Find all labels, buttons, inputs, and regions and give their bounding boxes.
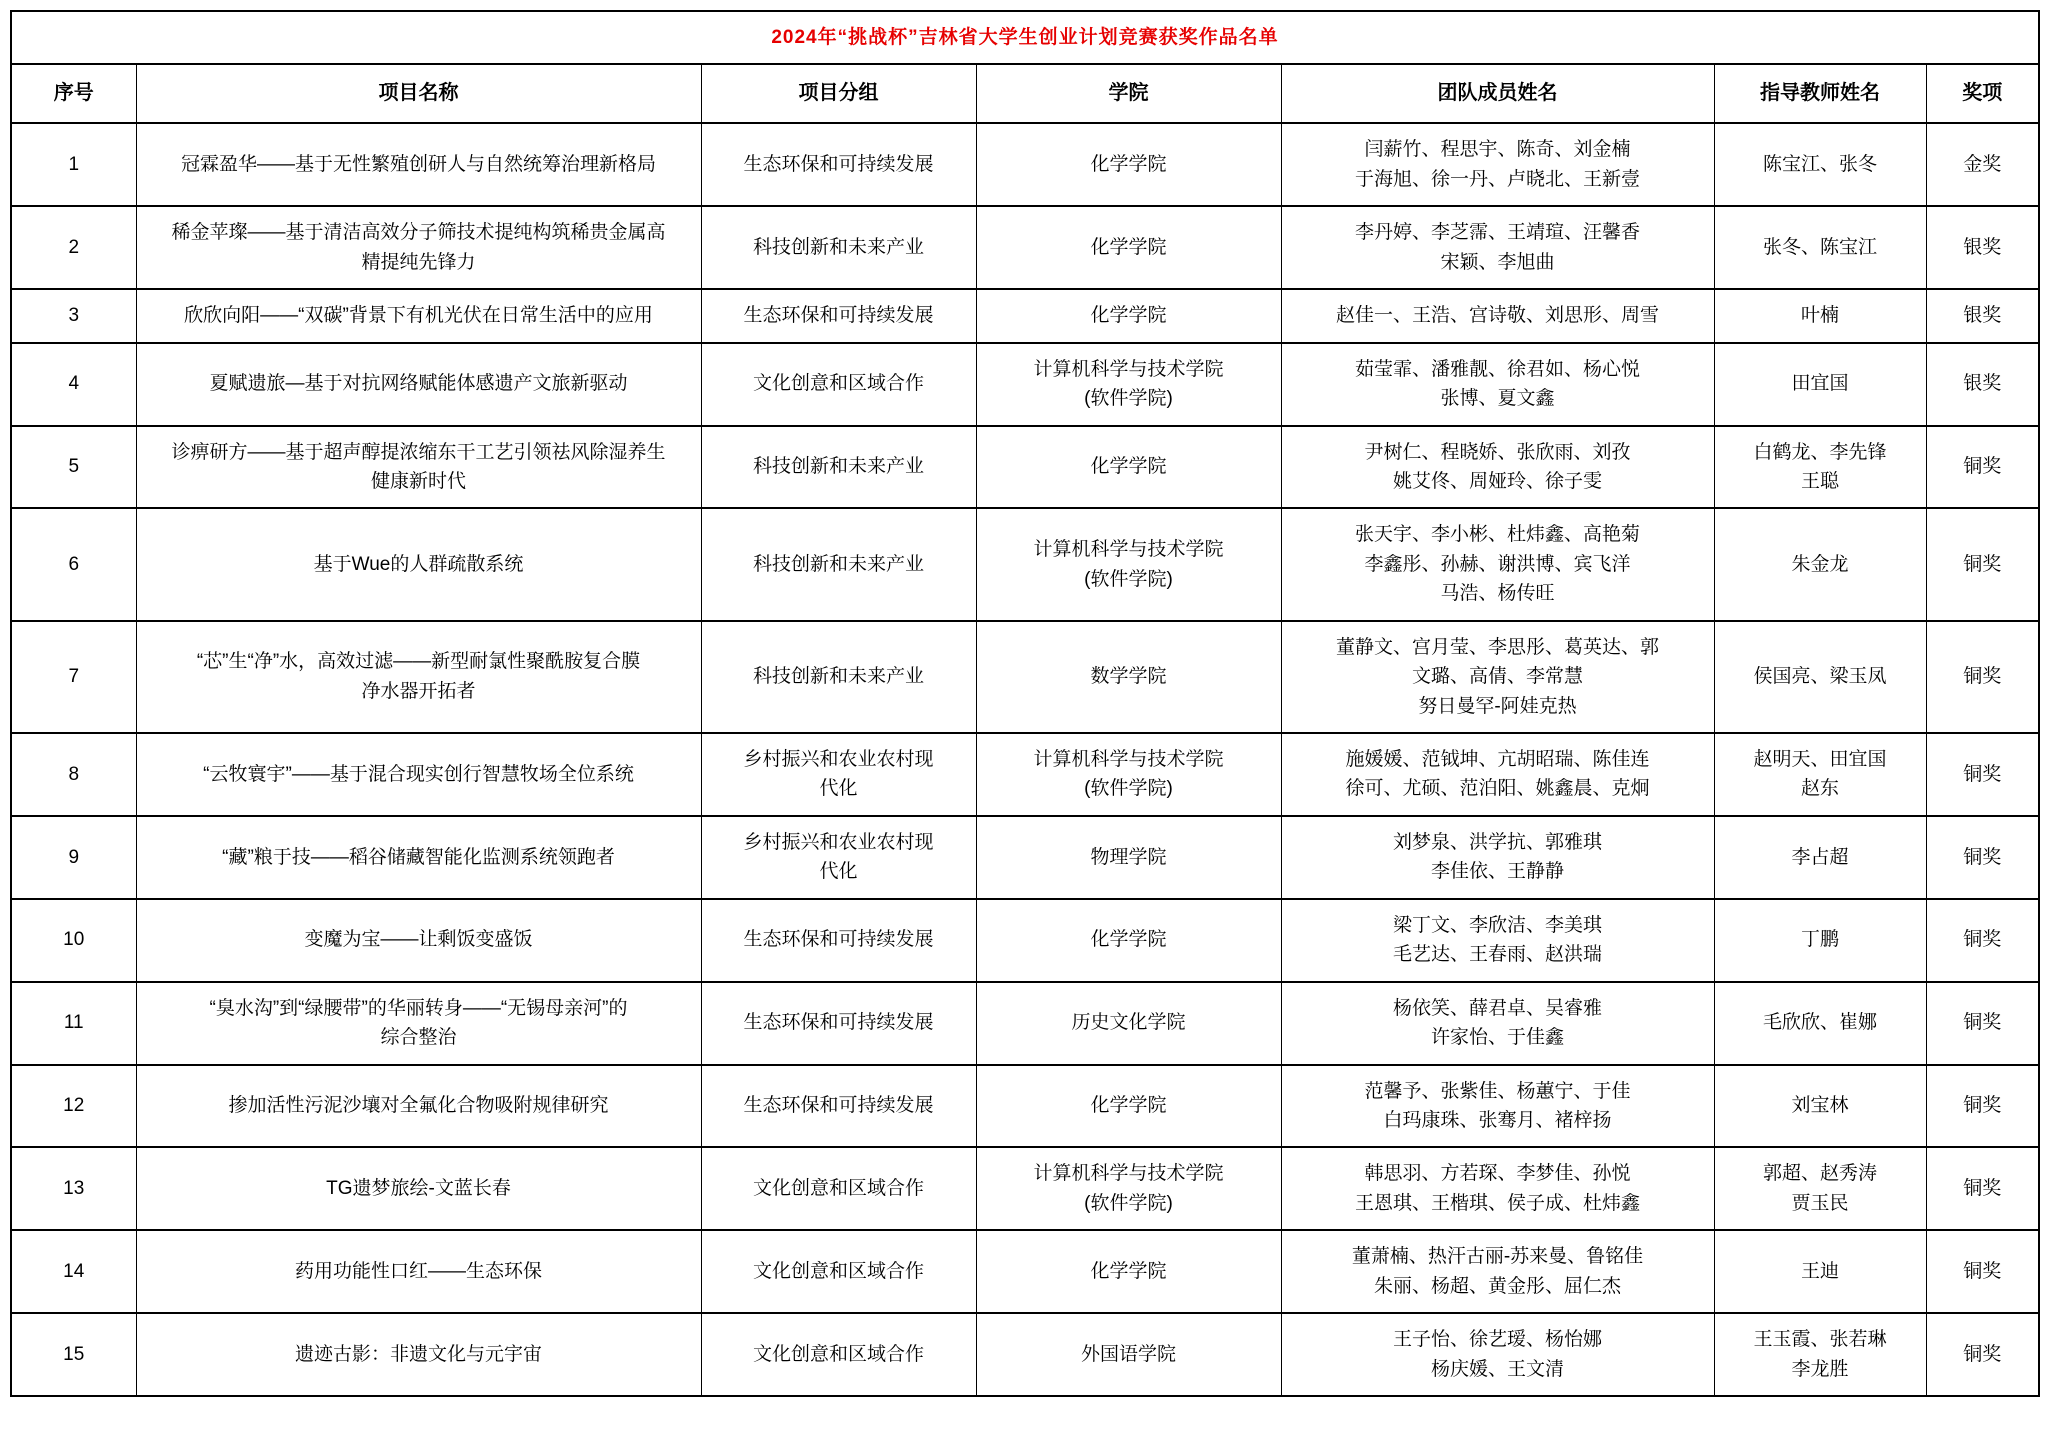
project-name-cell: 稀金苹璨——基于清洁高效分子筛技术提纯构筑稀贵金属高 精提纯先锋力 bbox=[136, 206, 701, 289]
row-number-cell: 13 bbox=[11, 1147, 136, 1230]
row-number-cell: 7 bbox=[11, 621, 136, 733]
advisors-cell: 朱金龙 bbox=[1714, 508, 1926, 620]
college-cell: 计算机科学与技术学院 (软件学院) bbox=[976, 1147, 1281, 1230]
award-cell: 铜奖 bbox=[1926, 816, 2039, 899]
project-group-cell: 生态环保和可持续发展 bbox=[701, 123, 976, 206]
table-row bbox=[11, 899, 2039, 982]
table-row bbox=[11, 1230, 2039, 1313]
advisors-cell: 刘宝林 bbox=[1714, 1065, 1926, 1148]
college-cell: 化学学院 bbox=[976, 123, 1281, 206]
award-table bbox=[10, 10, 2040, 1397]
project-group-cell: 生态环保和可持续发展 bbox=[701, 1065, 976, 1148]
advisors-cell: 王玉霞、张若琳 李龙胜 bbox=[1714, 1313, 1926, 1396]
project-group-cell: 生态环保和可持续发展 bbox=[701, 982, 976, 1065]
college-cell: 化学学院 bbox=[976, 289, 1281, 342]
advisors-cell: 郭超、赵秀涛 贾玉民 bbox=[1714, 1147, 1926, 1230]
project-group-cell: 科技创新和未来产业 bbox=[701, 426, 976, 509]
advisors-cell: 张冬、陈宝江 bbox=[1714, 206, 1926, 289]
team-members-cell: 范馨予、张紫佳、杨蕙宁、于佳 白玛康珠、张骞月、褚梓扬 bbox=[1281, 1065, 1714, 1148]
project-name-cell: “芯”生“净”水，高效过滤——新型耐氯性聚酰胺复合膜 净水器开拓者 bbox=[136, 621, 701, 733]
row-number-cell: 14 bbox=[11, 1230, 136, 1313]
table-row bbox=[11, 1147, 2039, 1230]
project-name-cell: 遗迹古影：非遗文化与元宇宙 bbox=[136, 1313, 701, 1396]
college-cell: 物理学院 bbox=[976, 816, 1281, 899]
advisors-cell: 毛欣欣、崔娜 bbox=[1714, 982, 1926, 1065]
award-cell: 铜奖 bbox=[1926, 899, 2039, 982]
advisors-cell: 丁鹏 bbox=[1714, 899, 1926, 982]
advisors-cell: 李占超 bbox=[1714, 816, 1926, 899]
project-group-cell: 文化创意和区域合作 bbox=[701, 343, 976, 426]
table-row bbox=[11, 816, 2039, 899]
header-project-name: 项目名称 bbox=[136, 64, 701, 123]
title-row bbox=[11, 11, 2039, 64]
award-cell: 铜奖 bbox=[1926, 1230, 2039, 1313]
table-row bbox=[11, 206, 2039, 289]
college-cell: 化学学院 bbox=[976, 1230, 1281, 1313]
college-cell: 化学学院 bbox=[976, 899, 1281, 982]
page-title: 2024年“挑战杯”吉林省大学生创业计划竞赛获奖作品名单 bbox=[11, 11, 2039, 64]
team-members-cell: 赵佳一、王浩、宫诗敬、刘思形、周雪 bbox=[1281, 289, 1714, 342]
award-cell: 金奖 bbox=[1926, 123, 2039, 206]
team-members-cell: 董静文、宫月莹、李思彤、葛英达、郭 文璐、高倩、李常慧 努日曼罕-阿娃克热 bbox=[1281, 621, 1714, 733]
project-name-cell: “云牧寰宇”——基于混合现实创行智慧牧场全位系统 bbox=[136, 733, 701, 816]
row-number-cell: 12 bbox=[11, 1065, 136, 1148]
award-cell: 银奖 bbox=[1926, 206, 2039, 289]
header-award: 奖项 bbox=[1926, 64, 2039, 123]
award-cell: 铜奖 bbox=[1926, 508, 2039, 620]
project-group-cell: 文化创意和区域合作 bbox=[701, 1313, 976, 1396]
table-row bbox=[11, 289, 2039, 342]
college-cell: 数学学院 bbox=[976, 621, 1281, 733]
project-name-cell: “藏”粮于技——稻谷储藏智能化监测系统领跑者 bbox=[136, 816, 701, 899]
advisors-cell: 田宜国 bbox=[1714, 343, 1926, 426]
row-number-cell: 6 bbox=[11, 508, 136, 620]
header-project-group: 项目分组 bbox=[701, 64, 976, 123]
award-cell: 铜奖 bbox=[1926, 621, 2039, 733]
award-cell: 铜奖 bbox=[1926, 1147, 2039, 1230]
table-row bbox=[11, 621, 2039, 733]
project-group-cell: 科技创新和未来产业 bbox=[701, 508, 976, 620]
team-members-cell: 张天宇、李小彬、杜炜鑫、高艳菊 李鑫彤、孙赫、谢洪博、宾飞洋 马浩、杨传旺 bbox=[1281, 508, 1714, 620]
header-advisors: 指导教师姓名 bbox=[1714, 64, 1926, 123]
award-cell: 铜奖 bbox=[1926, 1065, 2039, 1148]
project-name-cell: 基于Wue的人群疏散系统 bbox=[136, 508, 701, 620]
college-cell: 计算机科学与技术学院 (软件学院) bbox=[976, 733, 1281, 816]
advisors-cell: 叶楠 bbox=[1714, 289, 1926, 342]
table-body bbox=[11, 11, 2039, 1396]
header-row bbox=[11, 64, 2039, 123]
row-number-cell: 2 bbox=[11, 206, 136, 289]
project-name-cell: 诊痹研方——基于超声醇提浓缩东干工艺引领祛风除湿养生 健康新时代 bbox=[136, 426, 701, 509]
advisors-cell: 侯国亮、梁玉凤 bbox=[1714, 621, 1926, 733]
college-cell: 化学学院 bbox=[976, 426, 1281, 509]
college-cell: 历史文化学院 bbox=[976, 982, 1281, 1065]
college-cell: 化学学院 bbox=[976, 1065, 1281, 1148]
project-name-cell: 药用功能性口红——生态环保 bbox=[136, 1230, 701, 1313]
table-row bbox=[11, 426, 2039, 509]
team-members-cell: 梁丁文、李欣洁、李美琪 毛艺达、王春雨、赵洪瑞 bbox=[1281, 899, 1714, 982]
project-group-cell: 科技创新和未来产业 bbox=[701, 621, 976, 733]
college-cell: 计算机科学与技术学院 (软件学院) bbox=[976, 343, 1281, 426]
project-name-cell: “臭水沟”到“绿腰带”的华丽转身——“无锡母亲河”的 综合整治 bbox=[136, 982, 701, 1065]
project-group-cell: 生态环保和可持续发展 bbox=[701, 289, 976, 342]
project-group-cell: 科技创新和未来产业 bbox=[701, 206, 976, 289]
advisors-cell: 白鹤龙、李先锋 王聪 bbox=[1714, 426, 1926, 509]
team-members-cell: 王子怡、徐艺瑷、杨怡娜 杨庆媛、王文清 bbox=[1281, 1313, 1714, 1396]
team-members-cell: 杨依笑、薛君卓、吴睿雅 许家怡、于佳鑫 bbox=[1281, 982, 1714, 1065]
header-college: 学院 bbox=[976, 64, 1281, 123]
row-number-cell: 15 bbox=[11, 1313, 136, 1396]
team-members-cell: 茹莹霏、潘雅靓、徐君如、杨心悦 张博、夏文鑫 bbox=[1281, 343, 1714, 426]
row-number-cell: 8 bbox=[11, 733, 136, 816]
table-row bbox=[11, 343, 2039, 426]
award-cell: 银奖 bbox=[1926, 343, 2039, 426]
team-members-cell: 尹树仁、程晓娇、张欣雨、刘孜 姚艾佟、周娅玲、徐子雯 bbox=[1281, 426, 1714, 509]
header-team-members: 团队成员姓名 bbox=[1281, 64, 1714, 123]
team-members-cell: 施媛媛、范钺坤、亢胡昭瑞、陈佳连 徐可、尤硕、范泊阳、姚鑫晨、克炯 bbox=[1281, 733, 1714, 816]
project-group-cell: 文化创意和区域合作 bbox=[701, 1230, 976, 1313]
project-name-cell: 夏赋遗旅—基于对抗网络赋能体感遗产文旅新驱动 bbox=[136, 343, 701, 426]
project-group-cell: 乡村振兴和农业农村现 代化 bbox=[701, 816, 976, 899]
table-row bbox=[11, 982, 2039, 1065]
project-group-cell: 文化创意和区域合作 bbox=[701, 1147, 976, 1230]
award-cell: 铜奖 bbox=[1926, 982, 2039, 1065]
row-number-cell: 10 bbox=[11, 899, 136, 982]
project-group-cell: 生态环保和可持续发展 bbox=[701, 899, 976, 982]
team-members-cell: 闫薪竹、程思宇、陈奇、刘金楠 于海旭、徐一丹、卢晓北、王新壹 bbox=[1281, 123, 1714, 206]
advisors-cell: 王迪 bbox=[1714, 1230, 1926, 1313]
table-row bbox=[11, 123, 2039, 206]
row-number-cell: 1 bbox=[11, 123, 136, 206]
college-cell: 外国语学院 bbox=[976, 1313, 1281, 1396]
project-name-cell: 欣欣向阳——“双碳”背景下有机光伏在日常生活中的应用 bbox=[136, 289, 701, 342]
award-cell: 银奖 bbox=[1926, 289, 2039, 342]
table-row bbox=[11, 508, 2039, 620]
team-members-cell: 李丹婷、李芝霈、王靖瑄、汪馨香 宋颖、李旭曲 bbox=[1281, 206, 1714, 289]
advisors-cell: 陈宝江、张冬 bbox=[1714, 123, 1926, 206]
team-members-cell: 韩思羽、方若琛、李梦佳、孙悦 王恩琪、王楷琪、侯子成、杜炜鑫 bbox=[1281, 1147, 1714, 1230]
row-number-cell: 9 bbox=[11, 816, 136, 899]
college-cell: 化学学院 bbox=[976, 206, 1281, 289]
team-members-cell: 刘梦泉、洪学抗、郭雅琪 李佳依、王静静 bbox=[1281, 816, 1714, 899]
project-name-cell: 冠霖盈华——基于无性繁殖创研人与自然统筹治理新格局 bbox=[136, 123, 701, 206]
college-cell: 计算机科学与技术学院 (软件学院) bbox=[976, 508, 1281, 620]
project-name-cell: TG遗梦旅绘-文蓝长春 bbox=[136, 1147, 701, 1230]
advisors-cell: 赵明天、田宜国 赵东 bbox=[1714, 733, 1926, 816]
award-cell: 铜奖 bbox=[1926, 1313, 2039, 1396]
project-name-cell: 变魔为宝——让剩饭变盛饭 bbox=[136, 899, 701, 982]
award-list-sheet bbox=[10, 10, 2038, 1397]
award-cell: 铜奖 bbox=[1926, 733, 2039, 816]
row-number-cell: 5 bbox=[11, 426, 136, 509]
row-number-cell: 4 bbox=[11, 343, 136, 426]
table-row bbox=[11, 1065, 2039, 1148]
project-name-cell: 掺加活性污泥沙壤对全氟化合物吸附规律研究 bbox=[136, 1065, 701, 1148]
row-number-cell: 11 bbox=[11, 982, 136, 1065]
header-no: 序号 bbox=[11, 64, 136, 123]
project-group-cell: 乡村振兴和农业农村现 代化 bbox=[701, 733, 976, 816]
table-row bbox=[11, 733, 2039, 816]
team-members-cell: 董萧楠、热汗古丽-苏来曼、鲁铭佳 朱丽、杨超、黄金彤、屈仁杰 bbox=[1281, 1230, 1714, 1313]
award-cell: 铜奖 bbox=[1926, 426, 2039, 509]
table-row bbox=[11, 1313, 2039, 1396]
row-number-cell: 3 bbox=[11, 289, 136, 342]
